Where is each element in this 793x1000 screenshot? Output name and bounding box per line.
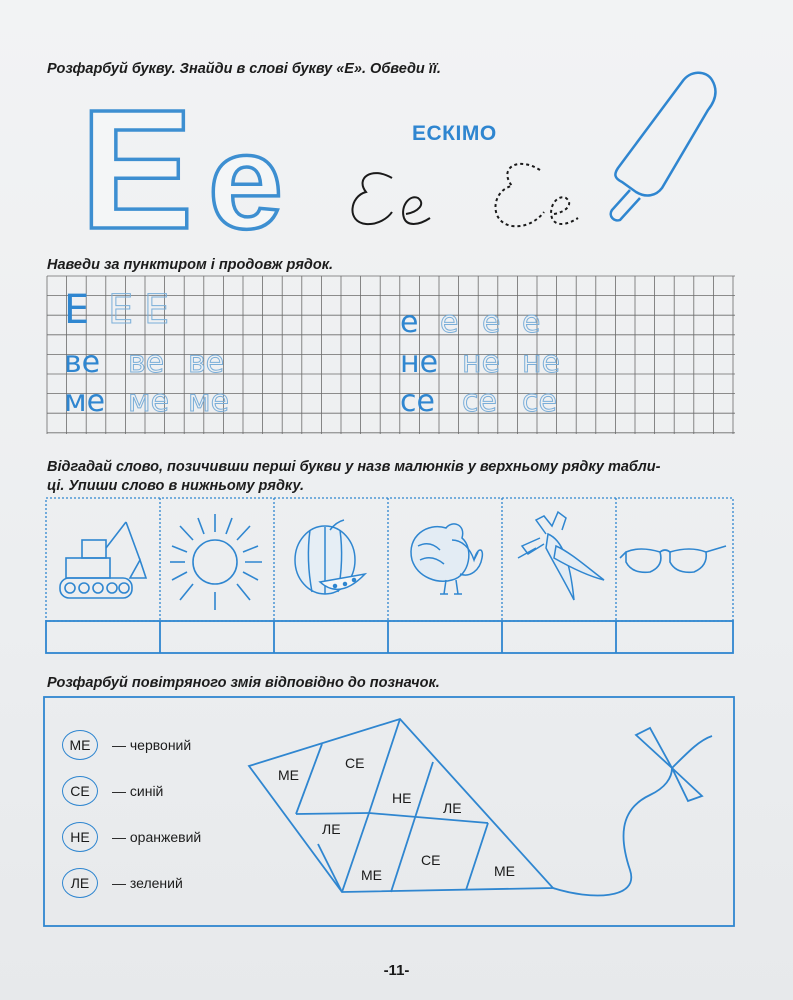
rrow3-dotted-2: се [522, 384, 557, 419]
legend-color-le: — зелений [112, 875, 183, 891]
task3-instruction-line1: Відгадай слово, позичивши перші букви у назв малюнків у верхньому рядку табли- [47, 459, 661, 475]
rrow1-solid: е [400, 305, 419, 340]
row3-solid: ме [64, 384, 106, 419]
row3-dotted-1: ме [128, 384, 170, 419]
legend-color-se: — синій [112, 783, 164, 799]
rrow1-dotted-1: е [440, 305, 459, 340]
kite-section-label[interactable]: МЕ [494, 863, 515, 879]
legend-code-le: ЛЕ [62, 868, 98, 898]
task1-instruction: Розфарбуй букву. Знайди в слові букву «Е». Обведи її. [47, 61, 441, 77]
kite-section-label[interactable]: ЛЕ [443, 800, 462, 816]
kite-section-label[interactable]: СЕ [421, 852, 441, 868]
rrow1-dotted-3: е [522, 305, 541, 340]
rrow2-solid: не [400, 345, 439, 380]
kite-section-label[interactable]: СЕ [345, 755, 365, 771]
rrow1-dotted-2: е [482, 305, 501, 340]
row2-dotted-2: ве [188, 345, 225, 380]
legend-code-se: СЕ [62, 776, 98, 806]
task4-instruction: Розфарбуй повітряного змія відповідно до позначок. [47, 675, 440, 691]
legend-color-me: — червоний [112, 737, 192, 753]
task2-instruction: Наведи за пунктиром і продовж рядок. [47, 257, 334, 273]
rrow2-dotted-1: не [462, 345, 501, 380]
svg-text:е: е [208, 106, 284, 257]
kite-section-label[interactable]: МЕ [278, 767, 299, 783]
legend-color-ne: — оранжевий [112, 829, 202, 845]
rrow3-dotted-1: се [462, 384, 497, 419]
row1-solid: Е [64, 287, 90, 333]
row2-dotted-1: ве [128, 345, 165, 380]
row1-dotted-2: Е [144, 287, 170, 333]
row2-solid: ве [64, 345, 101, 380]
legend-code-ne: НЕ [62, 822, 98, 852]
kite-section-label[interactable]: МЕ [361, 867, 382, 883]
kite-section-label[interactable]: НЕ [392, 790, 412, 806]
kite-section-label[interactable]: ЛЕ [322, 821, 341, 837]
legend-code-me: МЕ [62, 730, 98, 760]
row3-dotted-2: ме [188, 384, 230, 419]
svg-text:Е: Е [80, 75, 194, 265]
row1-dotted-1: Е [108, 287, 134, 333]
kite-icon [249, 719, 712, 895]
task3-instruction-line2: ці. Упиши слово в нижньому рядку. [47, 478, 304, 494]
page-number: -11- [383, 962, 410, 979]
rrow2-dotted-2: не [522, 345, 561, 380]
rrow3-solid: се [400, 384, 435, 419]
word-eskimo: ЕСКІМО [412, 122, 497, 145]
